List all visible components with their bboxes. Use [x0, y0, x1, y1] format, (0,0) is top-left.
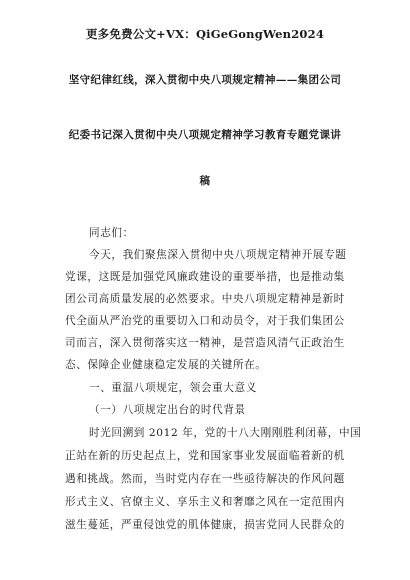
paragraph-line: 团公司高质量发展的必然要求。中央八项规定精神是新时 [65, 293, 345, 305]
paragraph-line: 正站在新的历史起点上，党和国家事业发展面临着新的机 [65, 450, 345, 462]
document-title-line-1: 坚守纪律红线，深入贯彻中央八项规定精神——集团公司 [68, 74, 342, 86]
paragraph-line: 时光回溯到 2012 年，党的十八大刚刚胜利闭幕，中国 [89, 427, 362, 439]
paragraph-line: 党课，这既是加强党风廉政建设的重要举措，也是推动集 [65, 271, 345, 283]
paragraph-line: 遇和挑战。然而，当时党内存在一些亟待解决的作风问题 [65, 473, 345, 485]
subsection-heading: （一）八项规定出台的时代背景 [89, 404, 246, 416]
paragraph-line: 司而言，深入贯彻落实这一精神，是营造风清气正政治生 [65, 337, 345, 349]
document-title-line-3: 稿 [199, 175, 211, 187]
promo-banner: 更多免费公文+VX：QiGeGongWen2024 [85, 27, 325, 41]
paragraph-line: 态、保障企业健康稳定发展的关键所在。 [65, 359, 267, 371]
paragraph-line: 代全面从严治党的重要切入口和动员令，对于我们集团公 [65, 315, 345, 327]
document-title-line-2: 纪委书记深入贯彻中央八项规定精神学习教育专题党课讲 [68, 129, 342, 141]
section-heading: 一、重温八项规定，领会重大意义 [89, 382, 257, 394]
paragraph-line: 形式主义、官僚主义、享乐主义和奢靡之风在一定范围内 [65, 496, 345, 508]
paragraph-line: 今天，我们聚焦深入贯彻中央八项规定精神开展专题 [89, 249, 347, 261]
salutation: 同志们： [89, 227, 134, 239]
paragraph-line: 滋生蔓延，严重侵蚀党的肌体健康，损害党同人民群众的 [65, 519, 345, 531]
